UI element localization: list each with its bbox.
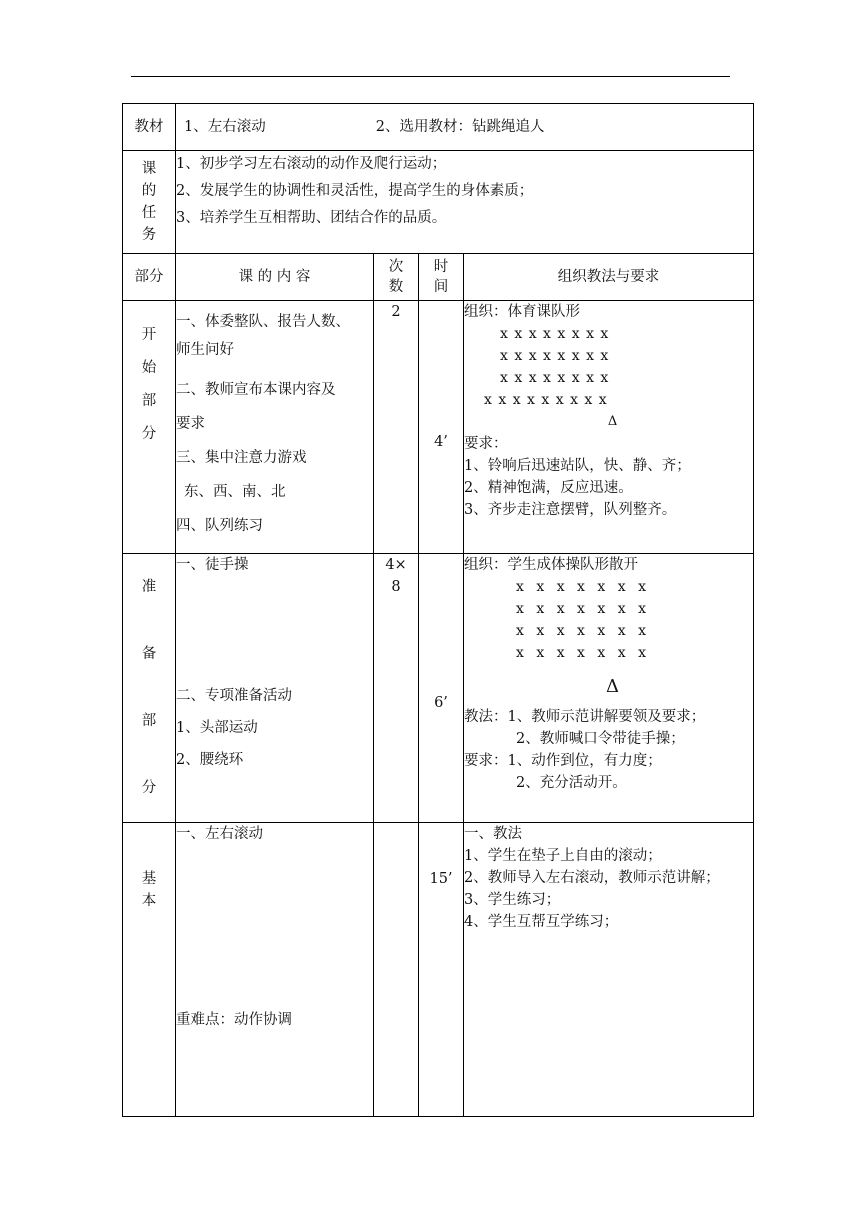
tasks-label bbox=[123, 151, 176, 254]
basic-org-line: 1、学生在垫子上自由的滚动； bbox=[464, 848, 662, 864]
header-org: 组织教法与要求 bbox=[464, 254, 754, 301]
start-duration bbox=[419, 301, 464, 554]
prep-label-text: 准备部分 bbox=[141, 579, 157, 796]
start-req-line: 1、铃响后迅速站队，快、静、齐； bbox=[464, 458, 691, 474]
start-content-line: 四、队列练习 bbox=[176, 518, 263, 534]
start-org bbox=[464, 301, 754, 554]
formation-row: x x x x x x x bbox=[516, 601, 646, 617]
start-content-line: 一、体委整队、报告人数、 bbox=[176, 314, 350, 330]
header-content: 课 的 内 容 bbox=[176, 254, 374, 301]
tasks-row bbox=[123, 151, 754, 254]
prep-org-title: 组织：学生成体操队形散开 bbox=[464, 557, 638, 573]
header-part: 部分 bbox=[123, 254, 176, 301]
prep-content-line: 二、专项准备活动 bbox=[176, 688, 292, 704]
formation-row: x x x x x x x bbox=[516, 623, 646, 639]
formation-row: x x x x x x x x bbox=[500, 326, 610, 342]
header-rule bbox=[131, 76, 730, 77]
teacher-mark: Δ bbox=[607, 414, 618, 429]
basic-org-line: 4、学生互帮互学练习； bbox=[464, 914, 619, 930]
formation-row: x x x x x x x x bbox=[500, 348, 610, 364]
start-section-row bbox=[123, 301, 754, 554]
prep-content-line: 1、头部运动 bbox=[176, 720, 258, 736]
task-line: 1、初步学习左右滚动的动作及爬行运动； bbox=[176, 156, 447, 172]
basic-content bbox=[176, 823, 374, 1117]
header-duration-text: 时间 bbox=[433, 259, 449, 295]
basic-times bbox=[374, 823, 419, 1117]
prep-content bbox=[176, 554, 374, 823]
start-content-line: 要求 bbox=[176, 416, 205, 432]
basic-org-line: 一、教法 bbox=[464, 826, 522, 842]
start-org-title: 组织：体育课队形 bbox=[464, 304, 580, 320]
basic-org-line: 2、教师导入左右滚动，教师示范讲解； bbox=[464, 870, 720, 886]
basic-duration bbox=[419, 823, 464, 1117]
basic-label-char: 基本 bbox=[141, 871, 157, 909]
tasks-label-text: 课的任务 bbox=[141, 161, 157, 243]
basic-content-line: 一、左右滚动 bbox=[176, 826, 263, 842]
start-content bbox=[176, 301, 374, 554]
teacher-mark: Δ bbox=[606, 676, 620, 697]
prep-req-line: 要求：1、动作到位，有力度； bbox=[464, 753, 662, 769]
prep-content-line: 2、腰绕环 bbox=[176, 752, 244, 768]
header-times-text: 次数 bbox=[388, 259, 404, 295]
prep-label bbox=[123, 554, 176, 823]
start-times: 2 bbox=[374, 301, 419, 554]
formation-row: x x x x x x x bbox=[516, 645, 646, 661]
formation-row: x x x x x x x x bbox=[500, 370, 610, 386]
prep-content-line: 一、徒手操 bbox=[176, 557, 249, 573]
material-row bbox=[123, 104, 754, 151]
start-content-line: 东、西、南、北 bbox=[184, 484, 286, 500]
start-req-line: 3、齐步走注意摆臂，队列整齐。 bbox=[464, 502, 677, 518]
prep-method-line: 2、教师喊口令带徒手操； bbox=[516, 731, 685, 747]
lesson-plan-table bbox=[122, 103, 753, 1095]
material-item-2: 2、选用教材：钻跳绳追人 bbox=[375, 119, 545, 135]
task-line: 3、培养学生互相帮助、团结合作的品质。 bbox=[176, 210, 447, 226]
prep-section-row bbox=[123, 554, 754, 823]
prep-duration bbox=[419, 554, 464, 823]
start-content-line: 二、教师宣布本课内容及 bbox=[176, 382, 336, 398]
start-label bbox=[123, 301, 176, 554]
basic-content-line: 重难点：动作协调 bbox=[176, 1012, 292, 1028]
start-req-title: 要求： bbox=[464, 436, 508, 452]
prep-req-line: 2、充分活动开。 bbox=[516, 775, 627, 791]
material-label bbox=[123, 104, 176, 151]
start-content-line: 师生问好 bbox=[176, 342, 234, 358]
task-line: 2、发展学生的协调性和灵活性，提高学生的身体素质； bbox=[176, 183, 534, 199]
formation-row: x x x x x x x bbox=[516, 579, 646, 595]
prep-times-text: 4×8 bbox=[385, 557, 407, 595]
header-times bbox=[374, 254, 419, 301]
start-duration-text: 4’ bbox=[434, 434, 448, 450]
prep-org bbox=[464, 554, 754, 823]
prep-times bbox=[374, 554, 419, 823]
start-content-line: 三、集中注意力游戏 bbox=[176, 450, 307, 466]
material-content bbox=[176, 104, 754, 151]
header-duration bbox=[419, 254, 464, 301]
prep-method-line: 教法：1、教师示范讲解要领及要求； bbox=[464, 709, 706, 725]
tasks-content bbox=[176, 151, 754, 254]
material-item-1: 1、左右滚动 bbox=[184, 119, 266, 135]
basic-section-row bbox=[123, 823, 754, 1117]
start-req-line: 2、精神饱满，反应迅速。 bbox=[464, 480, 633, 496]
basic-org-line: 3、学生练习； bbox=[464, 892, 561, 908]
column-header-row bbox=[123, 254, 754, 301]
basic-duration-text: 15’ bbox=[429, 871, 453, 887]
formation-row: x x x x x x x x x bbox=[484, 392, 608, 408]
material-label-text: 教材 bbox=[134, 119, 164, 135]
basic-label bbox=[123, 823, 176, 1117]
basic-org bbox=[464, 823, 754, 1117]
prep-duration-text: 6’ bbox=[434, 695, 448, 711]
start-label-text: 开始部分 bbox=[141, 327, 157, 442]
